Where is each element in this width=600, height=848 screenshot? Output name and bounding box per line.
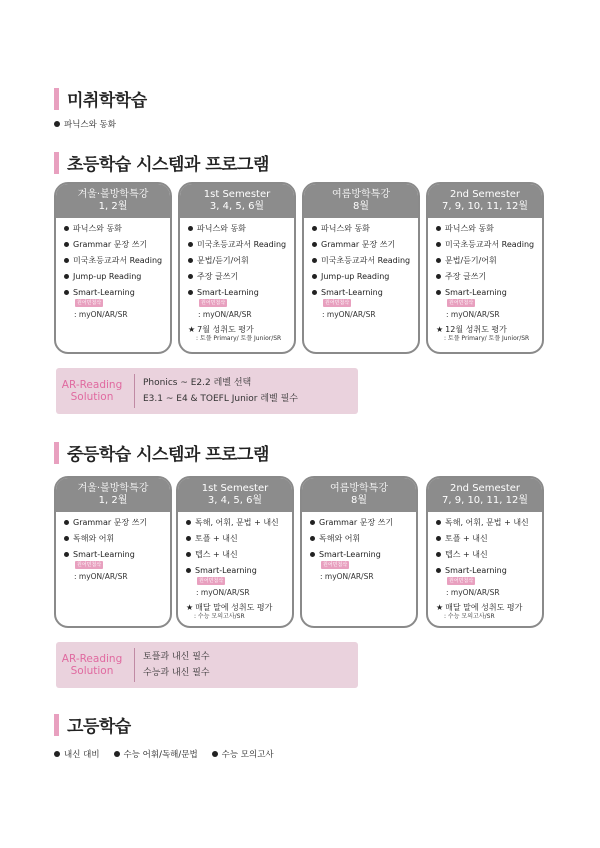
assessment-note: ★ 12월 성취도 평가	[436, 325, 507, 334]
list-item: 파닉스와 동화	[64, 224, 164, 234]
bullet-icon	[188, 274, 193, 279]
smart-learning-sub: : myON/AR/SR	[446, 310, 500, 319]
bullet-icon	[310, 520, 315, 525]
smart-learning-item: Smart-Learning원어민첨삭	[64, 550, 164, 570]
smart-learning-item: Smart-Learning원어민첨삭	[64, 288, 164, 308]
list-item: 미국초등교과서 Reading	[64, 256, 164, 266]
bullet-icon	[188, 226, 193, 231]
list-item: 파닉스와 동화	[436, 224, 536, 234]
list-item: 주장 글쓰기	[188, 272, 288, 282]
list-item: Grammar 문장 쓰기	[64, 518, 164, 528]
bullet-icon	[64, 520, 69, 525]
bullet-icon	[186, 568, 191, 573]
list-item: 독해, 어휘, 문법 + 내신	[186, 518, 286, 528]
native-correction-badge: 원어민첨삭	[77, 561, 102, 568]
smart-learning-item: Smart-Learning원어민첨삭	[188, 288, 288, 308]
list-item: 텝스 + 내신	[186, 550, 286, 560]
bullet-icon	[436, 520, 441, 525]
accent-bar	[54, 714, 59, 736]
native-correction-badge: 원어민첨삭	[325, 299, 350, 306]
ar-reading-solution-middle: AR-Reading Solution 토플과 내신 필수 수능과 내신 필수	[56, 642, 358, 688]
bullet-icon	[436, 258, 441, 263]
card-header: 1st Semester 3, 4, 5, 6월	[180, 184, 294, 218]
native-correction-badge: 원어민첨삭	[449, 577, 474, 584]
bullet-icon	[312, 258, 317, 263]
star-icon: ★	[188, 325, 196, 334]
smart-learning-item: Smart-Learning원어민첨삭	[312, 288, 412, 308]
bullet-icon	[188, 290, 193, 295]
list-item: 토플 + 내신	[186, 534, 286, 544]
section-title-preschool: 미취학학습	[54, 86, 147, 111]
section-title-high: 고등학습	[54, 712, 131, 737]
assessment-sub: : 수능 모의고사/SR	[194, 613, 245, 620]
smart-learning-item: Smart-Learning원어민첨삭	[310, 550, 410, 570]
section-title-elementary: 초등학습 시스템과 프로그램	[54, 150, 269, 175]
star-icon: ★	[436, 603, 444, 612]
list-item: 파닉스와 동화	[312, 224, 412, 234]
card-header: 여름방학특강 8월	[304, 184, 418, 218]
assessment-note: ★ 매달 말에 성취도 평가	[436, 603, 523, 612]
assessment-sub: : 토플 Primary/ 토플 Junior/SR	[444, 335, 530, 342]
bullet-icon	[64, 226, 69, 231]
bullet-icon	[64, 242, 69, 247]
middle-card-winter	[54, 476, 172, 628]
list-item: Grammar 문장 쓰기	[312, 240, 412, 250]
smart-learning-sub: : myON/AR/SR	[196, 588, 250, 597]
accent-bar	[54, 152, 59, 174]
list-item: Jump-up Reading	[312, 272, 412, 282]
bullet-icon	[188, 258, 193, 263]
card-header: 2nd Semester 7, 9, 10, 11, 12월	[428, 184, 542, 218]
bullet-icon	[310, 536, 315, 541]
accent-bar	[54, 442, 59, 464]
assessment-sub: : 토플 Primary/ 토플 Junior/SR	[196, 335, 282, 342]
smart-learning-item: Smart-Learning원어민첨삭	[436, 288, 536, 308]
list-item: 미국초등교과서 Reading	[188, 240, 288, 250]
star-icon: ★	[186, 603, 194, 612]
bullet-icon	[64, 290, 69, 295]
smart-learning-sub: : myON/AR/SR	[322, 310, 376, 319]
bullet-icon	[64, 274, 69, 279]
bullet-icon	[436, 536, 441, 541]
bullet-icon	[312, 290, 317, 295]
high-school-bullets	[54, 748, 274, 760]
bullet-icon	[436, 290, 441, 295]
list-item: 문법/듣기/어휘	[188, 256, 288, 266]
ar-reading-solution-elementary: AR-Reading Solution Phonics ~ E2.2 레벨 선택 E3.1 ~ E4 & TOEFL Junior 레벨 필수	[56, 368, 358, 414]
bullet-icon	[436, 242, 441, 247]
middle-card-summer	[300, 476, 418, 628]
bullet-icon	[312, 274, 317, 279]
list-item: 독해, 어휘, 문법 + 내신	[436, 518, 536, 528]
list-item: 수능 모의고사	[212, 748, 274, 760]
bullet-icon	[54, 751, 60, 757]
ar-reading-label: AR-Reading Solution	[61, 653, 123, 677]
smart-learning-sub: : myON/AR/SR	[74, 310, 128, 319]
list-item: Grammar 문장 쓰기	[310, 518, 410, 528]
assessment-note: ★ 매달 말에 성취도 평가	[186, 603, 273, 612]
elementary-card-summer	[302, 182, 420, 354]
bullet-icon	[436, 274, 441, 279]
bullet-icon	[64, 552, 69, 557]
bullet-icon	[64, 258, 69, 263]
star-icon: ★	[436, 325, 444, 334]
smart-learning-sub: : myON/AR/SR	[198, 310, 252, 319]
bullet-icon	[188, 242, 193, 247]
bullet-icon	[436, 568, 441, 573]
native-correction-badge: 원어민첨삭	[449, 299, 474, 306]
divider	[134, 374, 135, 408]
bullet-icon	[186, 536, 191, 541]
bullet-icon	[114, 751, 120, 757]
list-item: 파닉스와 동화	[54, 118, 116, 130]
list-item: 미국초등교과서 Reading	[312, 256, 412, 266]
bullet-icon	[212, 751, 218, 757]
list-item: 문법/듣기/어휘	[436, 256, 536, 266]
native-correction-badge: 원어민첨삭	[199, 577, 224, 584]
card-header: 여름방학특강 8월	[302, 478, 416, 512]
list-item: 미국초등교과서 Reading	[436, 240, 536, 250]
list-item: 독해와 어휘	[310, 534, 410, 544]
elementary-card-1st-semester	[178, 182, 296, 354]
card-header: 겨울·볼방학특강 1, 2월	[56, 478, 170, 512]
smart-learning-sub: : myON/AR/SR	[446, 588, 500, 597]
smart-learning-item: Smart-Learning원어민첨삭	[436, 566, 536, 586]
bullet-icon	[64, 536, 69, 541]
assessment-sub: : 수능 모의고사/SR	[444, 613, 495, 620]
card-header: 1st Semester 3, 4, 5, 6월	[178, 478, 292, 512]
list-item: 토플 + 내신	[436, 534, 536, 544]
list-item: Grammar 문장 쓰기	[64, 240, 164, 250]
bullet-icon	[436, 226, 441, 231]
card-header: 겨울·볼방학특강 1, 2월	[56, 184, 170, 218]
bullet-icon	[312, 242, 317, 247]
bullet-icon	[436, 552, 441, 557]
accent-bar	[54, 88, 59, 110]
native-correction-badge: 원어민첨삭	[201, 299, 226, 306]
bullet-icon	[186, 552, 191, 557]
card-header: 2nd Semester 7, 9, 10, 11, 12월	[428, 478, 542, 512]
smart-learning-item: Smart-Learning원어민첨삭	[186, 566, 286, 586]
elementary-card-2nd-semester	[426, 182, 544, 354]
smart-learning-sub: : myON/AR/SR	[320, 572, 374, 581]
elementary-card-winter	[54, 182, 172, 354]
list-item: Jump-up Reading	[64, 272, 164, 282]
middle-card-2nd-semester	[426, 476, 544, 628]
bullet-icon	[54, 121, 60, 127]
list-item: 주장 글쓰기	[436, 272, 536, 282]
list-item: 파닉스와 동화	[188, 224, 288, 234]
middle-card-1st-semester	[176, 476, 294, 628]
list-item: 내신 대비	[54, 748, 100, 760]
native-correction-badge: 원어민첨삭	[77, 299, 102, 306]
smart-learning-sub: : myON/AR/SR	[74, 572, 128, 581]
list-item: 수능 어휘/독해/문법	[114, 748, 198, 760]
ar-reading-label: AR-Reading Solution	[61, 379, 123, 403]
bullet-icon	[310, 552, 315, 557]
list-item: 텝스 + 내신	[436, 550, 536, 560]
divider	[134, 648, 135, 682]
preschool-bullets	[54, 118, 116, 130]
section-title-middle: 중등학습 시스템과 프로그램	[54, 440, 269, 465]
list-item: 독해와 어휘	[64, 534, 164, 544]
native-correction-badge: 원어민첨삭	[323, 561, 348, 568]
bullet-icon	[312, 226, 317, 231]
assessment-note: ★ 7월 성취도 평가	[188, 325, 254, 334]
bullet-icon	[186, 520, 191, 525]
